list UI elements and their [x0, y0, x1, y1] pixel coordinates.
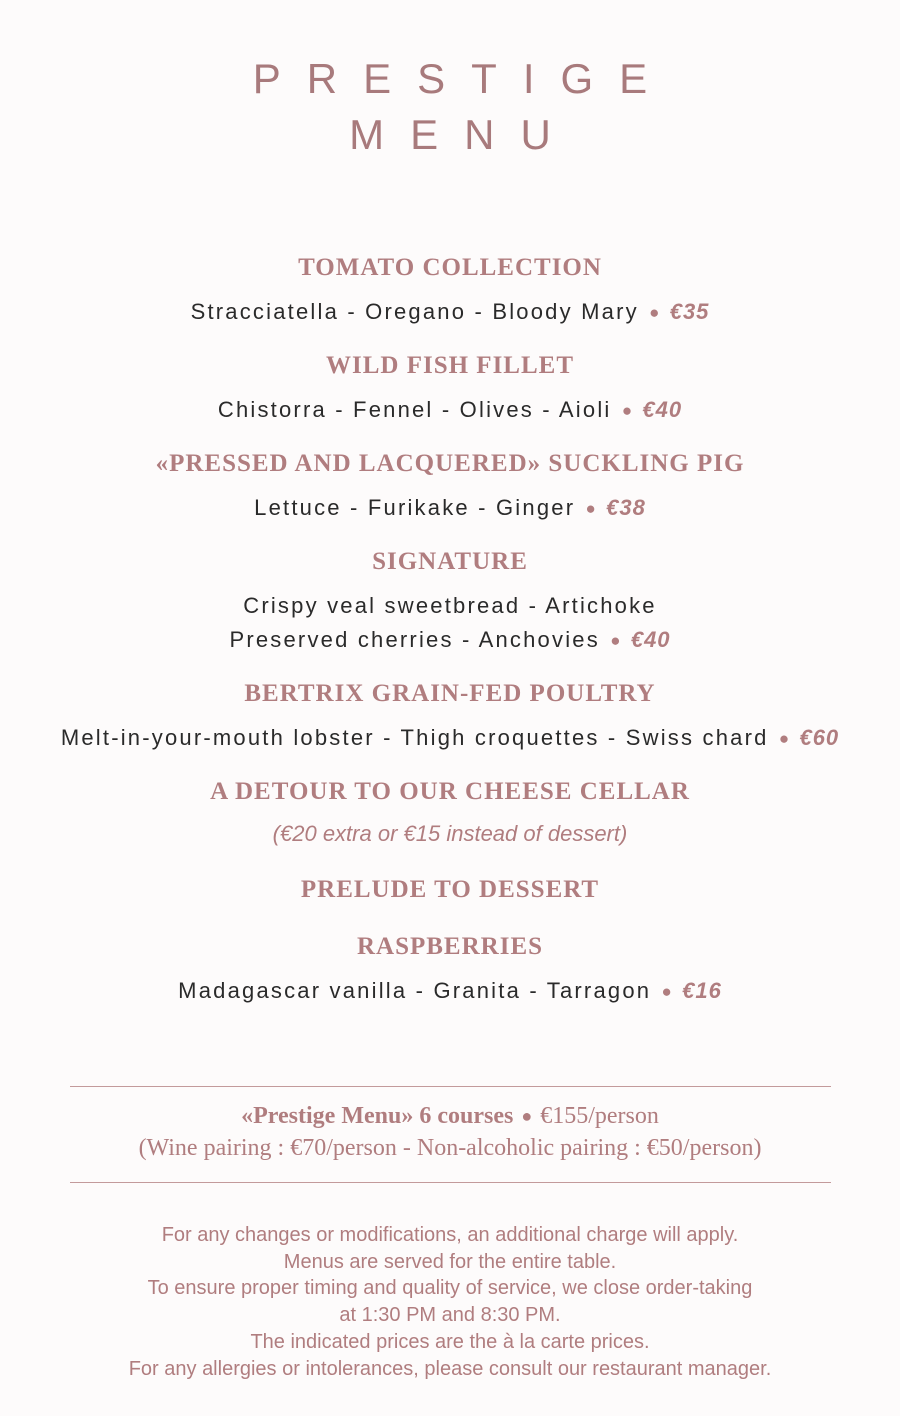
course-description-text: Melt-in-your-mouth lobster - Thigh croquettes - Swiss chard	[60, 725, 769, 750]
course-description	[0, 623, 900, 658]
course-cheese-cellar	[0, 777, 900, 851]
course-description-text: Preserved cherries - Anchovies	[229, 627, 600, 652]
course-description	[0, 974, 900, 1009]
footer-line: For any changes or modifications, an additional charge will apply.	[161, 1224, 739, 1246]
bullet-icon: ●	[621, 401, 633, 420]
bullet-icon: ●	[778, 729, 790, 748]
bullet-icon: ●	[610, 631, 621, 650]
course-name: A DETOUR TO OUR CHEESE CELLAR	[210, 778, 690, 805]
summary-line	[0, 1100, 900, 1132]
course-price: €40	[630, 627, 671, 652]
course-price: €16	[682, 978, 722, 1003]
course-description-text: Stracciatella - Oregano - Bloody Mary	[190, 299, 639, 324]
course-description-text: Madagascar vanilla - Granita - Tarragon	[178, 978, 652, 1003]
summary-menu-label: «Prestige Menu» 6 courses	[241, 1103, 514, 1129]
course-description-line-1: Crispy veal sweetbread - Artichoke	[243, 593, 657, 618]
course-price: €60	[799, 725, 840, 750]
course-price: €40	[642, 397, 683, 422]
course-name: «PRESSED AND LACQUERED» SUCKLING PIG	[155, 450, 745, 477]
footer-line: To ensure proper timing and quality of service, we close order-taking	[147, 1277, 753, 1300]
course-description	[0, 491, 900, 526]
course-description	[0, 721, 900, 756]
course-description	[0, 295, 900, 330]
course-description-text: Chistorra - Fennel - Olives - Aioli	[217, 397, 612, 422]
course-name: PRELUDE TO DESSERT	[300, 876, 600, 903]
course-price: €38	[606, 495, 646, 520]
bullet-icon: ●	[661, 982, 672, 1001]
divider-top	[70, 1086, 831, 1087]
divider-bottom	[70, 1182, 831, 1183]
footer-line: at 1:30 PM and 8:30 PM.	[339, 1304, 561, 1327]
course-bertrix-poultry	[0, 679, 900, 756]
summary-menu-price: €155/person	[540, 1103, 659, 1129]
course-signature	[0, 547, 900, 658]
course-name: WILD FISH FILLET	[325, 352, 574, 379]
course-price: €35	[669, 299, 710, 324]
menu-summary	[0, 1100, 900, 1164]
course-wild-fish-fillet	[0, 351, 900, 428]
footer-notes	[0, 1222, 900, 1382]
footer-line: Menus are served for the entire table.	[283, 1250, 617, 1273]
course-name: TOMATO COLLECTION	[298, 254, 602, 281]
bullet-icon: ●	[521, 1106, 533, 1126]
course-tomato-collection	[0, 253, 900, 330]
course-suckling-pig	[0, 449, 900, 526]
footer-line: For any allergies or intolerances, please consult our restaurant manager.	[128, 1357, 772, 1380]
course-prelude-dessert	[0, 875, 900, 905]
course-note: (€20 extra or €15 instead of dessert)	[272, 821, 628, 846]
course-raspberries	[0, 932, 900, 1009]
course-name: RASPBERRIES	[356, 933, 544, 960]
course-name: BERTRIX GRAIN-FED POULTRY	[244, 680, 656, 707]
summary-pairing: (Wine pairing : €70/person - Non-alcoholic pairing : €50/person)	[138, 1135, 762, 1161]
course-description-text: Lettuce - Furikake - Ginger	[254, 495, 576, 520]
bullet-icon: ●	[585, 499, 596, 518]
menu-title-line-1: PRESTIGE	[252, 55, 674, 102]
course-name: SIGNATURE	[372, 548, 528, 575]
menu-title-line-2: MENU	[349, 111, 577, 158]
bullet-icon: ●	[649, 303, 660, 322]
course-description	[0, 393, 900, 428]
footer-line: The indicated prices are the à la carte prices.	[250, 1330, 650, 1353]
